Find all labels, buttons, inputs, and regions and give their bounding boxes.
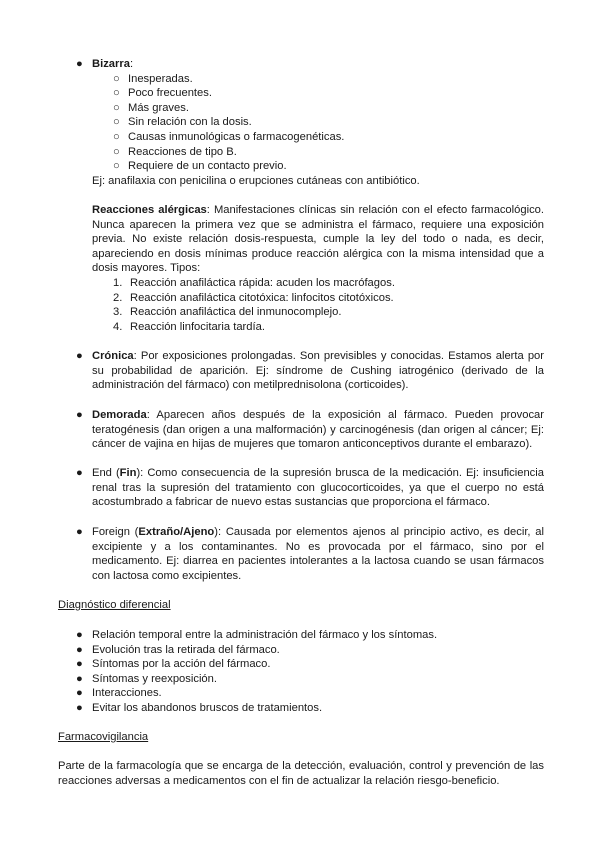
bullet-circle: ○ bbox=[113, 130, 120, 143]
list-item-text: Sin relación con la dosis. bbox=[128, 116, 252, 129]
list-item-text: Más graves. bbox=[128, 101, 189, 114]
bullet-dot: ● bbox=[76, 409, 83, 421]
list-item bbox=[0, 672, 600, 687]
bizarra-example: Ej: anafilaxia con penicilina o erupciones cutáneas con antibiótico. bbox=[92, 174, 420, 187]
demorada-section bbox=[0, 408, 600, 452]
alergicas-text: : Manifestaciones clínicas sin relación con el efecto farmacológico. Nunca aparecen la primera vez que se administra el fármaco, requiere una exposición previa. No existe relación dosis-respuesta, cumple la ley del todo o nada, es decir, apareciendo en dosis mínimas produce reacción alérgica con la misma intensidad que a dosis mayores. Tipos: bbox=[92, 204, 544, 275]
list-item-text: Relación temporal entre la administración del fármaco y los síntomas. bbox=[92, 629, 438, 641]
foreign-bullet bbox=[0, 525, 600, 583]
list-item bbox=[0, 159, 600, 174]
diagnostico-list bbox=[0, 628, 600, 716]
end-bullet bbox=[0, 466, 600, 510]
bullet-dot: ● bbox=[76, 467, 83, 479]
foreign-prefix: Foreign ( bbox=[92, 526, 139, 538]
bizarra-colon: : bbox=[129, 58, 134, 70]
bizarra-bullet bbox=[0, 57, 600, 72]
list-number: 1. bbox=[113, 276, 123, 289]
list-item bbox=[0, 320, 600, 335]
list-item-text: Reacción anafiláctica rápida: acuden los macrófagos. bbox=[130, 276, 395, 289]
list-item-text: Evitar los abandonos bruscos de tratamientos. bbox=[92, 701, 323, 714]
bullet-circle: ○ bbox=[113, 72, 120, 85]
list-item-text: Requiere de un contacto previo. bbox=[128, 160, 287, 173]
cronica-text: : Por exposiciones prolongadas. Son previsibles y conocidas. Estamos alerta por su probabilidad de aparición. Ej: síndrome de Cushing iatrogénico (derivado de la administración del fármaco) con metilprednisolona (corticoides). bbox=[92, 350, 544, 392]
foreign-section bbox=[0, 525, 600, 583]
farmacovigilancia-body bbox=[0, 759, 600, 788]
end-prefix: End ( bbox=[92, 467, 120, 479]
bullet-dot: ● bbox=[76, 643, 83, 656]
list-number: 2. bbox=[113, 291, 123, 304]
cronica-section bbox=[0, 349, 600, 393]
diagnostico-section bbox=[0, 598, 600, 613]
list-item bbox=[0, 305, 600, 320]
bullet-circle: ○ bbox=[113, 160, 120, 173]
list-number: 3. bbox=[113, 306, 123, 319]
list-item-text: Reacción linfocitaria tardía. bbox=[130, 320, 265, 333]
list-item bbox=[0, 628, 600, 643]
bullet-dot: ● bbox=[76, 526, 83, 538]
end-term: Fin bbox=[119, 467, 137, 479]
list-item-text: Síntomas por la acción del fármaco. bbox=[92, 658, 271, 671]
cronica-term: Crónica bbox=[92, 350, 134, 362]
list-item bbox=[0, 276, 600, 291]
list-item-text: Inesperadas. bbox=[128, 72, 193, 85]
list-item bbox=[0, 72, 600, 87]
list-item-text: Evolución tras la retirada del fármaco. bbox=[92, 643, 280, 656]
bullet-dot: ● bbox=[76, 350, 83, 362]
bullet-circle: ○ bbox=[113, 87, 120, 100]
alergicas-term: Reacciones alérgicas bbox=[92, 204, 207, 216]
alergicas-section bbox=[0, 203, 600, 334]
list-item bbox=[0, 686, 600, 701]
demorada-bullet bbox=[0, 408, 600, 452]
bullet-dot: ● bbox=[76, 687, 83, 700]
cronica-bullet bbox=[0, 349, 600, 393]
farmacovigilancia-heading: Farmacovigilancia bbox=[58, 731, 149, 743]
list-item bbox=[0, 291, 600, 306]
bullet-dot: ● bbox=[76, 58, 83, 70]
list-item-text: Interacciones. bbox=[92, 687, 162, 700]
list-item bbox=[0, 130, 600, 145]
demorada-term: Demorada bbox=[92, 409, 147, 421]
list-item bbox=[0, 115, 600, 130]
list-item-text: Reacción anafiláctica del inmunocomplejo. bbox=[130, 306, 342, 319]
foreign-text: ): Causada por elementos ajenos al principio activo, es decir, al excipiente y a los contaminantes. No es provocada por el fármaco, sino por el medicamento. Ej: diarrea en pacientes intolerantes a la lactosa cuando se usan fármacos con lactosa como excipientes. bbox=[92, 526, 544, 582]
bullet-circle: ○ bbox=[113, 116, 120, 129]
list-item bbox=[0, 657, 600, 672]
bizarra-term: Bizarra bbox=[92, 58, 130, 70]
end-text: ): Como consecuencia de la supresión brusca de la medicación. Ej: insuficiencia renal tras la supresión del tratamiento con glucocorticoides, ya que el cuerpo no está acostumbrado a fabricar de nuevo estas sustancias que proporciona el fármaco. bbox=[92, 467, 544, 509]
list-item-text: Síntomas y reexposición. bbox=[92, 672, 217, 685]
list-item-text: Causas inmunológicas o farmacogenéticas. bbox=[128, 130, 345, 143]
list-item bbox=[0, 101, 600, 116]
bullet-dot: ● bbox=[76, 672, 83, 685]
bullet-circle: ○ bbox=[113, 101, 120, 114]
list-item-text: Reacción anafiláctica citotóxica: linfocitos citotóxicos. bbox=[130, 291, 394, 304]
list-item-text: Reacciones de tipo B. bbox=[128, 145, 237, 158]
list-item-text: Poco frecuentes. bbox=[128, 87, 212, 100]
bullet-dot: ● bbox=[76, 658, 83, 671]
alergicas-paragraph bbox=[0, 203, 600, 276]
demorada-text: : Aparecen años después de la exposición al fármaco. Pueden provocar teratogénesis (dan origen a una malformación) y carcinogénesis (dan origen al cáncer; Ej: cáncer de vajina en hijas de mujeres que tomaron anticonceptivos durante el embarazo). bbox=[92, 409, 544, 451]
list-item bbox=[0, 145, 600, 160]
list-item bbox=[0, 86, 600, 101]
list-item bbox=[0, 701, 600, 716]
list-number: 4. bbox=[113, 320, 123, 333]
farmacovigilancia-paragraph: Parte de la farmacología que se encarga de la detección, evaluación, control y prevención de las reacciones adversas a medicamentos con el fin de actualizar la relación riesgo-beneficio. bbox=[58, 760, 544, 787]
bullet-dot: ● bbox=[76, 701, 83, 714]
bullet-circle: ○ bbox=[113, 145, 120, 158]
foreign-term: Extraño/Ajeno bbox=[138, 526, 215, 538]
end-section bbox=[0, 466, 600, 510]
diagnostico-heading: Diagnóstico diferencial bbox=[58, 599, 171, 611]
list-item bbox=[0, 643, 600, 658]
bullet-dot: ● bbox=[76, 629, 83, 641]
farmacovigilancia-section bbox=[0, 730, 600, 745]
bizarra-section bbox=[0, 57, 600, 188]
